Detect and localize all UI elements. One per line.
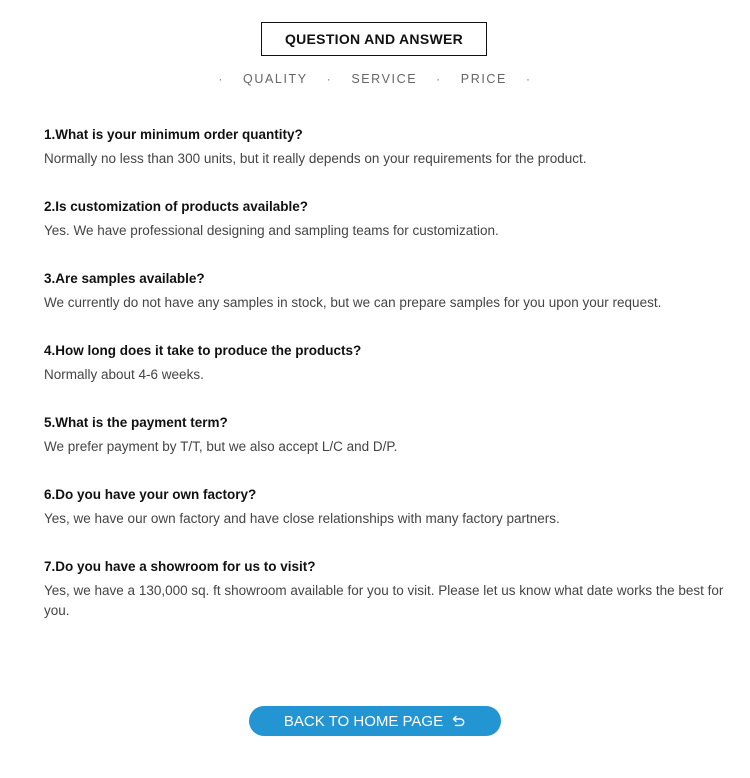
faq-answer: We prefer payment by T/T, but we also accept L/C and D/P.: [44, 439, 398, 454]
separator-dot: ·: [218, 72, 225, 86]
separator-dot: ·: [436, 72, 442, 86]
faq-question: 3.Are samples available?: [44, 271, 205, 286]
back-to-home-button[interactable]: [249, 706, 501, 736]
faq-question: 2.Is customization of products available?: [44, 199, 309, 214]
separator-dot: ·: [525, 72, 532, 86]
subtitle-tagline: [0, 72, 750, 86]
faq-question: 5.What is the payment term?: [44, 415, 228, 430]
faq-list: [44, 126, 724, 650]
faq-question: 7.Do you have a showroom for us to visit?: [44, 559, 316, 574]
faq-item: [44, 414, 724, 457]
faq-question: 4.How long does it take to produce the products?: [44, 343, 362, 358]
faq-item: [44, 126, 724, 169]
faq-question: 6.Do you have your own factory?: [44, 487, 257, 502]
faq-item: [44, 558, 724, 621]
page-title-text: QUESTION AND ANSWER: [284, 31, 464, 47]
faq-answer: Yes. We have professional designing and sampling teams for customization.: [44, 223, 499, 238]
faq-item: [44, 342, 724, 385]
faq-answer: Normally about 4-6 weeks.: [44, 367, 204, 382]
tagline-quality: QUALITY: [243, 72, 308, 86]
faq-question: 1.What is your minimum order quantity?: [44, 127, 303, 142]
faq-item: [44, 198, 724, 241]
faq-answer: Normally no less than 300 units, but it really depends on your requirements for the product.: [44, 151, 587, 166]
return-arrow-icon: [452, 715, 466, 727]
separator-dot: ·: [326, 72, 333, 86]
faq-answer: We currently do not have any samples in stock, but we can prepare samples for you upon your request.: [44, 295, 662, 310]
faq-item: [44, 486, 724, 529]
tagline-price: PRICE: [460, 72, 507, 86]
faq-item: [44, 270, 724, 313]
faq-answer: Yes, we have our own factory and have close relationships with many factory partners.: [44, 511, 560, 526]
back-to-home-label: BACK TO HOME PAGE: [283, 712, 444, 730]
faq-answer: Yes, we have a 130,000 sq. ft showroom available for you to visit. Please let us know what date works the best for you.: [44, 583, 724, 618]
page-title: [261, 22, 487, 56]
tagline-service: SERVICE: [351, 72, 418, 86]
